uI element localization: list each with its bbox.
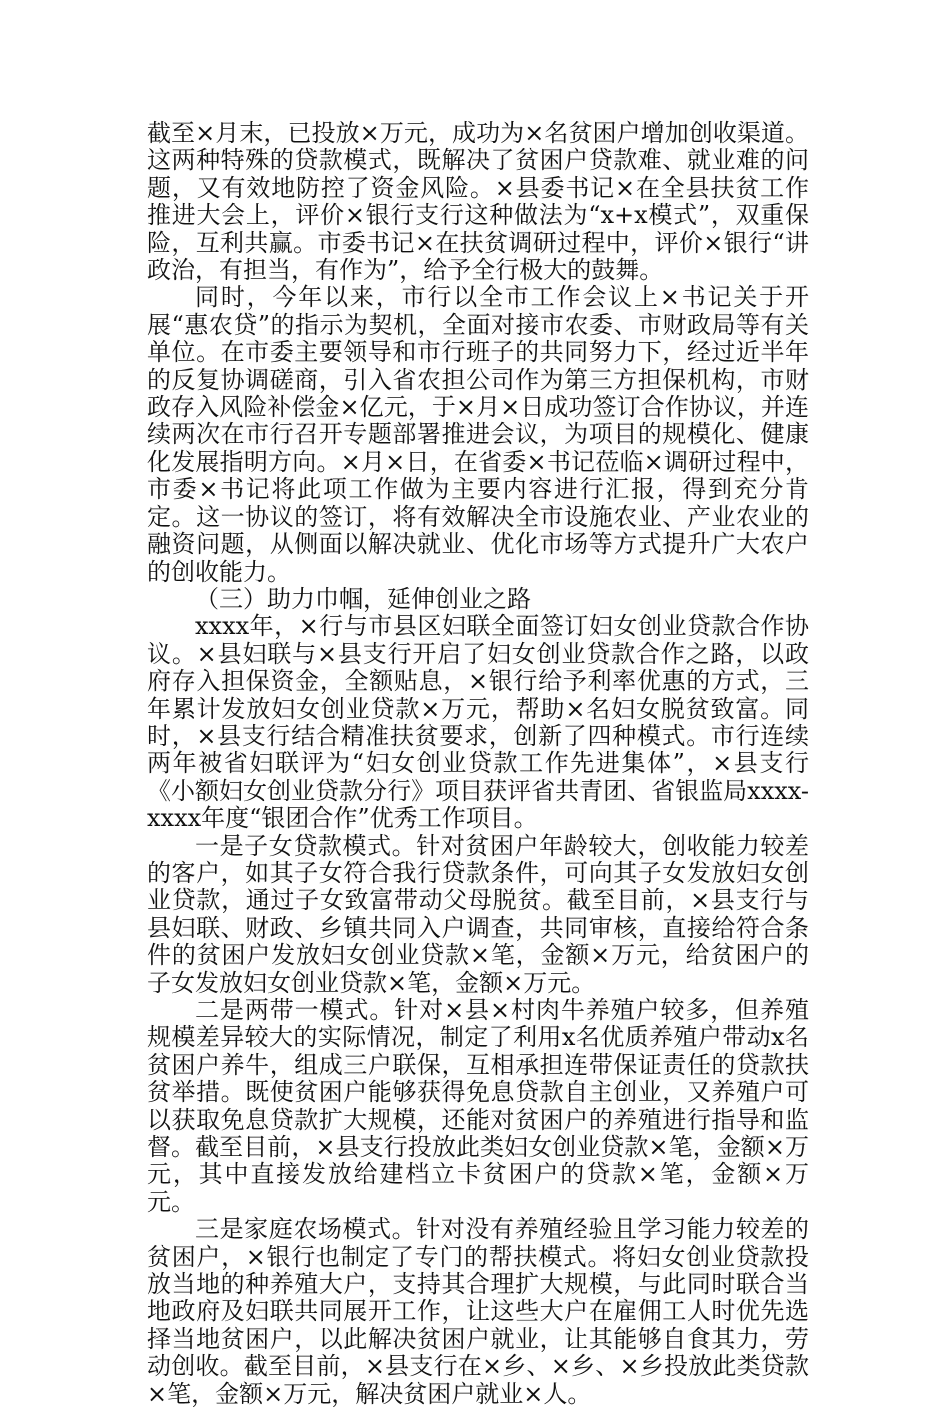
- paragraph-loan-results: 截至×月末，已投放×万元，成功为×名贫困户增加创收渠道。这两种特殊的贷款模式，既解决了贫困户贷款难、就业难的问题，又有效地防控了资金风险。×县委书记×在全县扶贫工作推进大会上，评价×银行支行这种做法为“x+x模式”，双重保险，互利共赢。市委书记×在扶贫调研过程中，评价×银行“讲政治，有担当，有作为”，给予全行极大的鼓舞。: [147, 119, 809, 285]
- paragraph-huinong-loan: 同时，今年以来，市行以全市工作会议上×书记关于开展“惠农贷”的指示为契机，全面对接市农委、市财政局等有关单位。在市委主要领导和市行班子的共同努力下，经过近半年的反复协调磋商，引入省农担公司作为第三方担保机构，市财政存入风险补偿金×亿元，于×月×日成功签订合作协议，并连续两次在市行召开专题部署推进会议，为项目的规模化、健康化发展指明方向。×月×日，在省委×书记莅临×调研过程中，市委×书记将此项工作做为主要内容进行汇报，得到充分肯定。这一协议的签订，将有效解决全市设施农业、产业农业的融资问题，从侧面以解决就业、优化市场等方式提升广大农户的创收能力。: [147, 283, 809, 586]
- paragraph-two-lead-one-mode: 二是两带一模式。针对×县×村肉牛养殖户较多，但养殖规模差异较大的实际情况，制定了利用x名优质养殖户带动x名贫困户养牛，组成三户联保，互相承担连带保证责任的贷款扶贫举措。既使贫困户能够获得免息贷款自主创业，又养殖户可以获取免息贷款扩大规模，还能对贫困户的养殖进行指导和监督。截至目前，×县支行投放此类妇女创业贷款×笔，金额×万元，其中直接发放给建档立卡贫困户的贷款×笔，金额×万元。: [147, 996, 809, 1216]
- paragraph-family-farm-mode: 三是家庭农场模式。针对没有养殖经验且学习能力较差的贫困户，×银行也制定了专门的帮扶模式。将妇女创业贷款投放当地的种养殖大户，支持其合理扩大规模，与此同时联合当地政府及妇联共同展开工作，让这些大户在雇佣工人时优先选择当地贫困户，以此解决贫困户就业，让其能够自食其力，劳动创收。截至目前，×县支行在×乡、×乡、×乡投放此类贷款×笔，金额×万元，解决贫困户就业×人。: [147, 1215, 809, 1408]
- paragraph-children-loan-mode: 一是子女贷款模式。针对贫困户年龄较大，创收能力较差的客户，如其子女符合我行贷款条件，可向其子女发放妇女创业贷款，通过子女致富带动父母脱贫。截至目前，×县支行与县妇联、财政、乡镇共同入户调查，共同审核，直接给符合条件的贫困户发放妇女创业贷款×笔，金额×万元，给贫困户的子女发放妇女创业贷款×笔，金额×万元。: [147, 831, 809, 997]
- document-page: [147, 120, 809, 1408]
- section-heading-women-entrepreneurship: （三）助力巾帼，延伸创业之路: [195, 584, 531, 613]
- paragraph-women-loan-agreement: xxxx年，×行与市县区妇联全面签订妇女创业贷款合作协议。×县妇联与×县支行开启了妇女创业贷款合作之路，以政府存入担保资金，全额贴息，×银行给予利率优惠的方式，三年累计发放妇女创业贷款×万元，帮助×名妇女脱贫致富。同时，×县支行结合精准扶贫要求，创新了四种模式。市行连续两年被省妇联评为“妇女创业贷款工作先进集体”，×县支行《小额妇女创业贷款分行》项目获评省共青团、省银监局xxxx-xxxx年度“银团合作”优秀工作项目。: [147, 612, 809, 833]
